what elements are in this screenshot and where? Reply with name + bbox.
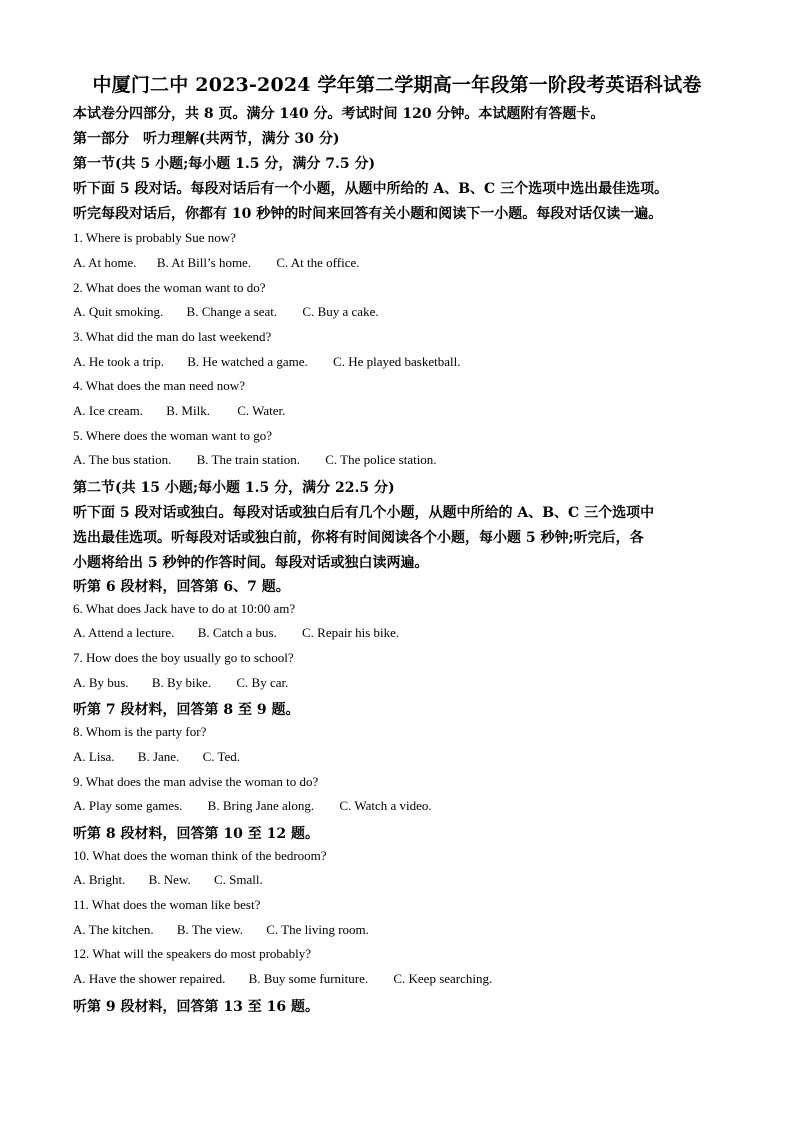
question-options <box>73 255 360 271</box>
option-a: A. Play some games. <box>73 798 183 813</box>
option-a: A. The kitchen. <box>73 922 154 937</box>
option-b: B. Jane. <box>137 749 180 764</box>
option-c: C. The living room. <box>266 922 369 937</box>
option-c: C. The police station. <box>325 452 437 467</box>
option-b: B. Bring Jane along. <box>207 798 315 813</box>
question-options <box>73 625 399 641</box>
exam-intro: 本试卷分四部分，共 8 页。满分 140 分。考试时间 120 分钟。本试题附有答题卡。 <box>73 106 605 122</box>
section1-heading: 第一节(共 5 小题;每小题 1.5 分，满分 7.5 分) <box>73 156 376 172</box>
section1-instruction-line: 听下面 5 段对话。每段对话后有一个小题，从题中所给的 A、B、C 三个选项中选出最佳选项。 <box>73 181 669 197</box>
question-options <box>73 971 492 987</box>
material-heading: 听第 8 段材料，回答第 10 至 12 题。 <box>73 826 319 842</box>
question-options <box>73 675 288 691</box>
option-a: A. At home. <box>73 255 137 270</box>
material-heading: 听第 9 段材料，回答第 13 至 16 题。 <box>73 999 319 1015</box>
question-stem: 11. What does the woman like best? <box>73 897 261 912</box>
option-c: C. Ted. <box>202 749 241 764</box>
option-c: C. Watch a video. <box>339 798 432 813</box>
question-stem: 2. What does the woman want to do? <box>73 280 266 295</box>
question-stem: 9. What does the man advise the woman to do? <box>73 774 319 789</box>
section1-instruction-line: 听完每段对话后，你都有 10 秒钟的时间来回答有关小题和阅读下一小题。每段对话仅读一遍。 <box>73 206 663 222</box>
question-stem: 10. What does the woman think of the bedroom? <box>73 848 327 863</box>
option-a: A. He took a trip. <box>73 354 164 369</box>
question-options <box>73 452 437 468</box>
option-b: B. The view. <box>176 922 243 937</box>
option-b: B. New. <box>148 872 191 887</box>
question-stem: 3. What did the man do last weekend? <box>73 329 272 344</box>
option-c: C. Repair his bike. <box>302 625 400 640</box>
part1-heading: 第一部分 听力理解(共两节，满分 30 分) <box>73 131 340 147</box>
question-stem: 4. What does the man need now? <box>73 378 245 393</box>
option-a: A. By bus. <box>73 675 129 690</box>
option-c: C. Water. <box>237 403 286 418</box>
option-a: A. Have the shower repaired. <box>73 971 226 986</box>
option-c: C. At the office. <box>276 255 360 270</box>
option-b: B. At Bill’s home. <box>156 255 252 270</box>
option-b: B. By bike. <box>151 675 212 690</box>
question-stem: 1. Where is probably Sue now? <box>73 230 236 245</box>
question-stem: 8. Whom is the party for? <box>73 724 207 739</box>
option-b: B. He watched a game. <box>187 354 308 369</box>
section2-heading: 第二节(共 15 小题;每小题 1.5 分，满分 22.5 分) <box>73 480 395 496</box>
option-b: B. Change a seat. <box>186 304 278 319</box>
material-heading: 听第 7 段材料，回答第 8 至 9 题。 <box>73 702 300 718</box>
option-b: B. Buy some furniture. <box>248 971 369 986</box>
section2-instruction-line: 听下面 5 段对话或独白。每段对话或独白后有几个小题，从题中所给的 A、B、C 三个选项中 <box>73 505 655 521</box>
option-a: A. Ice cream. <box>73 403 144 418</box>
question-options <box>73 798 432 814</box>
option-c: C. By car. <box>236 675 289 690</box>
option-b: B. Milk. <box>166 403 210 418</box>
section2-instruction-line: 小题将给出 5 秒钟的作答时间。每段对话或独白读两遍。 <box>73 555 429 571</box>
question-options <box>73 304 379 320</box>
question-stem: 6. What does Jack have to do at 10:00 am? <box>73 601 296 616</box>
option-c: C. Small. <box>214 872 263 887</box>
question-stem: 5. Where does the woman want to go? <box>73 428 273 443</box>
option-a: A. Bright. <box>73 872 126 887</box>
question-stem: 12. What will the speakers do most probably? <box>73 946 312 961</box>
option-b: B. Catch a bus. <box>197 625 277 640</box>
question-options <box>73 749 240 765</box>
option-a: A. Lisa. <box>73 749 115 764</box>
question-options <box>73 922 369 938</box>
exam-title: 中厦门二中 2023-2024 学年第二学期高一年段第一阶段考英语科试卷 <box>92 74 702 96</box>
option-c: C. Buy a cake. <box>302 304 379 319</box>
option-a: A. Attend a lecture. <box>73 625 175 640</box>
question-options <box>73 354 460 370</box>
question-options <box>73 872 263 888</box>
material-heading: 听第 6 段材料，回答第 6、7 题。 <box>73 579 290 595</box>
section2-instruction-line: 选出最佳选项。听每段对话或独白前，你将有时间阅读各个小题，每小题 5 秒钟;听完后，各 <box>73 530 644 546</box>
option-a: A. Quit smoking. <box>73 304 164 319</box>
option-a: A. The bus station. <box>73 452 172 467</box>
option-c: C. Keep searching. <box>393 971 493 986</box>
question-stem: 7. How does the boy usually go to school? <box>73 650 294 665</box>
option-c: C. He played basketball. <box>333 354 461 369</box>
option-b: B. The train station. <box>196 452 300 467</box>
question-options <box>73 403 285 419</box>
